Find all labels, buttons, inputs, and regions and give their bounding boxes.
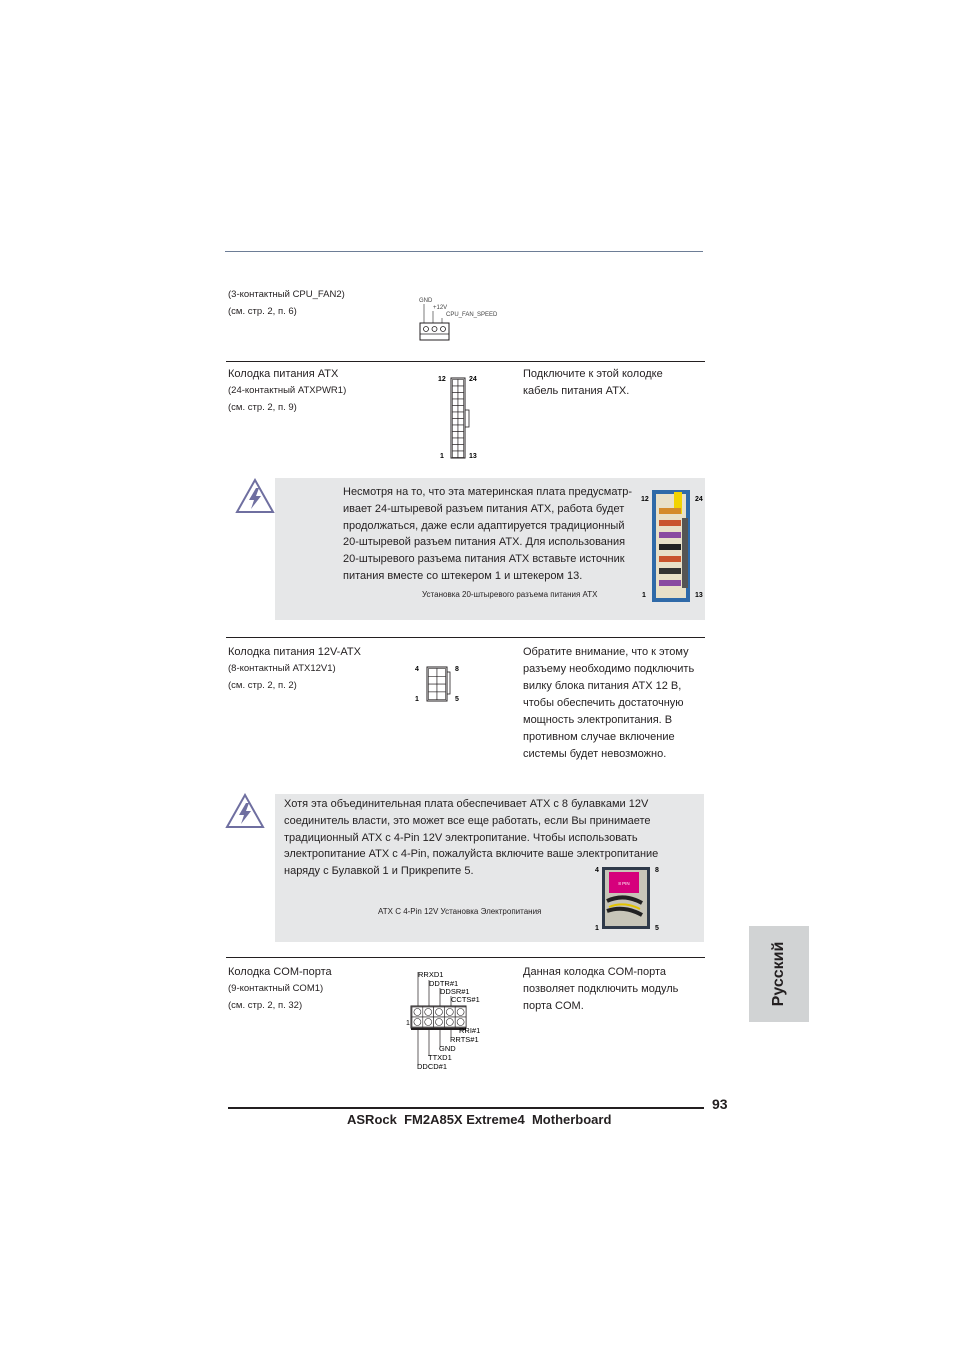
connector-pin: [458, 406, 464, 413]
top-rule: [225, 251, 703, 252]
com-pin-rrts1: RRTS#1: [450, 1035, 479, 1044]
atx-connector-diagram: [434, 370, 484, 462]
connector-pin: [437, 692, 446, 700]
warning-icon: [235, 478, 275, 516]
com-pin-ddtr1: DDTR#1: [429, 979, 459, 988]
com-subtitle: (9-контактный COM1): [228, 983, 324, 994]
atx12v-pin-4: 4: [415, 666, 419, 673]
atx12v-pin-8: 8: [455, 666, 459, 673]
connector-pin: [437, 676, 446, 684]
atx12v-title: Колодка питания 12V-ATX: [228, 646, 361, 658]
atx-pin-1: 1: [440, 453, 444, 460]
atx-title: Колодка питания ATX: [228, 368, 339, 380]
connector-pin: [458, 445, 464, 452]
photo1-pin-1: 1: [642, 592, 646, 599]
connector-pin: [458, 380, 464, 387]
section-rule-com: [226, 957, 705, 958]
language-tab-label: Русский: [770, 941, 787, 1007]
connector-pin: [453, 425, 459, 432]
com-pin-ddsr1: DDSR#1: [440, 987, 470, 996]
com-pin-ddcd1: DDCD#1: [417, 1062, 448, 1071]
note-atx4pin-caption: ATX С 4-Pin 12V Установка Электропитания: [378, 907, 542, 916]
atx-pin-12: 12: [438, 376, 446, 383]
connector-pin: [429, 669, 438, 677]
atx-description: Подключите к этой колодке кабель питания ATX.: [523, 368, 663, 397]
photo2-pin-8: 8: [655, 867, 659, 874]
section-rule-atx12v: [226, 637, 705, 638]
connector-pin: [458, 438, 464, 445]
com-pin-one: 1: [406, 1020, 410, 1027]
connector-pin: [458, 393, 464, 400]
connector-pin: [453, 380, 459, 387]
connector-pin: [437, 669, 446, 677]
atx12v-pin-5: 5: [455, 696, 459, 703]
connector-pin: [453, 406, 459, 413]
warning-icon: [225, 793, 265, 831]
atx-subtitle: (24-контактный ATXPWR1): [228, 385, 347, 396]
connector-pin: [458, 386, 464, 393]
com-connector-diagram: [403, 966, 493, 1074]
atx-pin-24: 24: [469, 376, 477, 383]
connector-pin: [458, 432, 464, 439]
com-pin-ccts1: CCTS#1: [451, 995, 480, 1004]
photo1-pin-12: 12: [641, 496, 649, 503]
connector-pin: [458, 419, 464, 426]
com-pin-ttxd1: TTXD1: [428, 1053, 452, 1062]
note-atx20-caption: Установка 20-штыревого разъема питания ATX: [422, 590, 598, 599]
photo2-pin-1: 1: [595, 925, 599, 932]
page-number: 93: [712, 1096, 728, 1112]
section-rule-atx: [226, 361, 705, 362]
connector-pin: [453, 393, 459, 400]
fan-pin-speed: CPU_FAN_SPEED: [446, 312, 498, 318]
com-pin-rrxd1: RRXD1: [418, 970, 444, 979]
atx20-install-photo: [636, 488, 706, 604]
com-pin-gnd: GND: [439, 1044, 456, 1053]
photo2-pin-5: 5: [655, 925, 659, 932]
connector-pin: [453, 386, 459, 393]
connector-pin: [453, 432, 459, 439]
com-pin-rri1: RRI#1: [459, 1026, 481, 1035]
fan-header-diagram: [415, 292, 525, 344]
connector-pin: [458, 425, 464, 432]
com-ref: (см. стр. 2, п. 32): [228, 1000, 303, 1011]
connector-pin: [453, 419, 459, 426]
atx12v-subtitle: (8-контактный ATX12V1): [228, 663, 336, 674]
photo1-pin-13: 13: [695, 592, 703, 599]
fan-pin-12v: +12V: [433, 305, 448, 311]
language-tab: [749, 926, 809, 1022]
com-description: Данная колодка COM-порта позволяет подключить модуль порта COM.: [523, 966, 679, 1012]
connector-pin: [429, 676, 438, 684]
connector-pin: [453, 451, 459, 458]
atx12v-description: Обратите внимание, что к этому разъему необходимо подключить вилку блока питания ATX 12 В, чтобы обеспечить достаточную мощность электропитания. В противном случае включение системы будет невозможно.: [523, 646, 695, 760]
footer-product: ASRock FM2A85X Extreme4 Motherboard: [347, 1112, 612, 1127]
connector-pin: [458, 451, 464, 458]
footer-rule: [228, 1107, 704, 1109]
photo1-pin-24: 24: [695, 496, 703, 503]
com-title: Колодка COM-порта: [228, 966, 332, 978]
connector-pin: [453, 438, 459, 445]
connector-pin: [458, 412, 464, 419]
atx4pin-install-photo: [592, 863, 662, 933]
connector-pin: [437, 684, 446, 692]
photo2-pin-4: 4: [595, 867, 599, 874]
atx-ref: (см. стр. 2, п. 9): [228, 402, 297, 413]
note-atx20-text: Несмотря на то, что эта материнская плата предусматр-ивает 24-штыревой разъем питания ATX, работа будет продолжаться, даже если адаптируется традиционный 20-штыревой разъем питания ATX. Для использования 20-штыревого разъема питания ATX вставьте источник питания вместе со штекером 1 и штекером 13.: [343, 486, 633, 582]
fan-pin-gnd: GND: [419, 298, 433, 304]
note-atx4pin-text: Хотя эта объединительная плата обеспечивает ATX с 8 булавками 12V соединитель власти, это может все еще работать, если Вы принимаете традиционный ATX с 4-Pin 12V электропитание. Чтобы использовать электропитание ATX с 4-Pin, пожалуйста включите ваше электропитание наряду с Булавкой 1 и Прикрепите 5.: [284, 798, 659, 878]
connector-pin: [453, 445, 459, 452]
atx-pin-13: 13: [469, 453, 477, 460]
fan-header-ref: (см. стр. 2, п. 6): [228, 306, 297, 317]
connector-pin: [458, 399, 464, 406]
atx12v-ref: (см. стр. 2, п. 2): [228, 680, 297, 691]
connector-pin: [453, 412, 459, 419]
fan-header-label: (3-контактный CPU_FAN2): [228, 289, 345, 300]
connector-pin: [429, 692, 438, 700]
connector-pin: [453, 399, 459, 406]
atx12v-pin-1: 1: [415, 696, 419, 703]
svg-text:8 PIN: 8 PIN: [618, 881, 630, 886]
connector-pin: [429, 684, 438, 692]
atx12v-connector-diagram: [412, 662, 466, 706]
